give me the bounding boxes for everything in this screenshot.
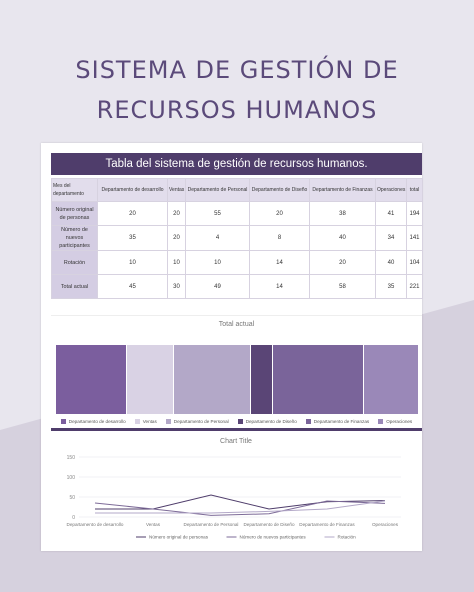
legend-swatch [61,419,66,424]
table-cell: 194 [407,202,423,226]
table-row [52,202,423,226]
legend-label: Ventas [142,419,157,424]
legend-item [306,419,369,424]
table-cell: 8 [250,226,310,251]
table-cell: 221 [407,275,423,299]
line-chart-panel [51,428,422,549]
y-tick-label: 50 [69,494,75,501]
page-title-line-1: SISTEMA DE GESTIÓN DE [75,56,399,84]
table-cell: 38 [310,202,376,226]
legend-label: Número original de personas [149,534,208,540]
line-chart-title: Chart Title [220,438,252,445]
y-tick-label: 0 [72,514,75,521]
bar-segment [364,345,418,414]
bar-segment [56,345,126,414]
table-cell: 30 [168,275,186,299]
page-title-line-2: RECURSOS HUMANOS [96,96,378,124]
legend-item [238,419,297,424]
legend-swatch [135,419,140,424]
table-cell: 141 [407,226,423,251]
table-cell: 40 [376,251,407,275]
bar-chart-legend [51,419,422,424]
table-cell: 20 [168,202,186,226]
legend-label: Departamento de Personal [173,419,229,424]
row-label: Número original de personas [52,202,98,226]
x-tick-label: Departamento de Personal [183,522,239,527]
table-cell: 45 [98,275,168,299]
bar-chart-title: Total actual [218,321,255,328]
legend-item [135,419,157,424]
corner-cell: Mes del departamento [52,179,98,202]
col-header: Departamento de Finanzas [310,179,376,202]
table-cell: 14 [250,251,310,275]
legend-label: Departamento de Finanzas [313,419,370,424]
table-cell: 55 [186,202,250,226]
legend-label: Departamento de desarrollo [68,419,126,424]
table-cell: 20 [168,226,186,251]
table-cell: 20 [250,202,310,226]
bar-segment [127,345,173,414]
line-chart [51,431,422,546]
table-row [52,251,423,275]
table-cell: 20 [310,251,376,275]
x-tick-label: Operaciones [371,522,399,527]
y-tick-label: 150 [66,454,75,461]
table-cell: 10 [186,251,250,275]
legend-swatch [306,419,311,424]
table-row [52,275,423,299]
table-cell: 40 [310,226,376,251]
row-label: Rotación [52,251,98,275]
hr-table [51,178,423,299]
legend-item [61,419,126,424]
total-bar-chart [51,315,422,426]
col-header: Departamento de Diseño [250,179,310,202]
bar-segment [273,345,363,414]
table-cell: 35 [376,275,407,299]
x-tick-label: Departamento de desarrollo [66,522,124,527]
legend-label: Rotación [337,534,356,540]
table-cell: 41 [376,202,407,226]
document-card [41,143,422,551]
legend-swatch [238,419,243,424]
table-row [52,226,423,251]
table-cell: 58 [310,275,376,299]
table-cell: 4 [186,226,250,251]
table-cell: 104 [407,251,423,275]
col-header: Departamento de Personal [186,179,250,202]
legend-label: Operaciones [386,419,413,424]
table-cell: 35 [98,226,168,251]
legend-label: Número de nuevos participantes [239,534,306,540]
col-header: Ventas [168,179,186,202]
col-header: Operaciones [376,179,407,202]
table-cell: 14 [250,275,310,299]
table-heading: Tabla del sistema de gestión de recursos humanos. [51,153,422,175]
row-label: Número de nuevos participantes [52,226,98,251]
legend-item [378,419,412,424]
col-header: total [407,179,423,202]
table-cell: 34 [376,226,407,251]
x-tick-label: Departamento de Finanzas [299,522,355,527]
bar-segment [251,345,273,414]
y-tick-label: 100 [66,474,75,481]
legend-swatch [378,419,383,424]
legend-label: Departamento de Diseño [245,419,297,424]
x-tick-label: Ventas [145,522,161,527]
x-tick-label: Departamento de Diseño [243,522,295,527]
bar-series [56,345,418,414]
legend-item [166,419,229,424]
legend-swatch [166,419,171,424]
table-cell: 10 [98,251,168,275]
bar-segment [174,345,250,414]
table-cell: 10 [168,251,186,275]
col-header: Departamento de desarrollo [98,179,168,202]
table-cell: 49 [186,275,250,299]
table-cell: 20 [98,202,168,226]
row-label: Total actual [52,275,98,299]
